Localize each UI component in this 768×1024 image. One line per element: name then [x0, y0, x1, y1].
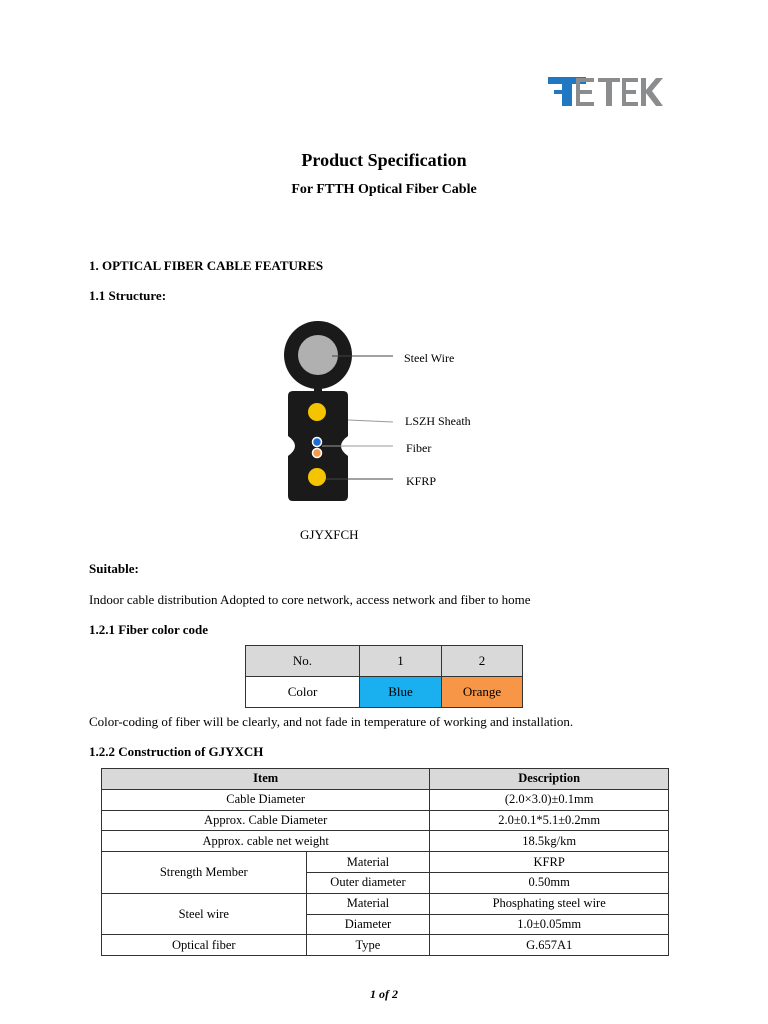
table-cell: Type — [306, 935, 430, 956]
cable-cross-section — [280, 312, 500, 512]
section-heading-features: 1. OPTICAL FIBER CABLE FEATURES — [89, 258, 324, 273]
page-subtitle: For FTTH Optical Fiber Cable — [291, 182, 477, 197]
table-row — [102, 831, 669, 852]
table-row — [102, 810, 669, 831]
table-cell: G.657A1 — [430, 935, 669, 956]
table-cell: Material — [306, 893, 430, 914]
table-cell: 2.0±0.1*5.1±0.2mm — [430, 810, 669, 831]
color-code-heading: 1.2.1 Fiber color code — [89, 622, 209, 637]
label-kfrp: KFRP — [406, 474, 437, 488]
table-cell: Steel wire — [102, 893, 307, 935]
table-cell: Approx. Cable Diameter — [102, 810, 430, 831]
table-cell: Cable Diameter — [102, 789, 430, 810]
page-number: 1 of 2 — [370, 987, 398, 1001]
table-header-row — [102, 769, 669, 790]
label-lszh-sheath: LSZH Sheath — [405, 414, 471, 428]
table-cell: 2 — [442, 646, 523, 677]
table-cell: No. — [246, 646, 360, 677]
table-cell: Strength Member — [102, 852, 307, 894]
table-row — [246, 677, 523, 708]
cable-structure-diagram — [280, 312, 500, 512]
table-cell: Diameter — [306, 914, 430, 935]
header-item: Item — [102, 769, 430, 790]
table-cell: 18.5kg/km — [430, 831, 669, 852]
tetek-logo-graphic — [546, 72, 666, 112]
fiber-color-table — [245, 645, 523, 708]
color-cell-orange: Orange — [442, 677, 523, 708]
table-cell: Outer diameter — [306, 872, 430, 893]
table-cell: Optical fiber — [102, 935, 307, 956]
table-cell: Phosphating steel wire — [430, 893, 669, 914]
table-cell: 0.50mm — [430, 872, 669, 893]
table-row — [102, 789, 669, 810]
table-cell: KFRP — [430, 852, 669, 873]
cable-model-label: GJYXFCH — [300, 527, 359, 542]
table-row — [102, 935, 669, 956]
construction-heading: 1.2.2 Construction of GJYXCH — [89, 744, 264, 759]
color-note: Color-coding of fiber will be clearly, and not fade in temperature of working and installation. — [89, 714, 574, 729]
table-row — [102, 852, 669, 873]
table-row — [102, 893, 669, 914]
suitable-heading: Suitable: — [89, 561, 139, 576]
table-row — [246, 646, 523, 677]
table-cell: 1.0±0.05mm — [430, 914, 669, 935]
company-logo — [546, 72, 666, 112]
table-cell: Material — [306, 852, 430, 873]
label-steel-wire: Steel Wire — [404, 351, 455, 365]
table-cell: Approx. cable net weight — [102, 831, 430, 852]
table-cell: (2.0×3.0)±0.1mm — [430, 789, 669, 810]
label-fiber: Fiber — [406, 441, 432, 455]
suitable-text: Indoor cable distribution Adopted to core network, access network and fiber to home — [89, 592, 531, 607]
color-cell-blue: Blue — [360, 677, 442, 708]
table-cell: Color — [246, 677, 360, 708]
construction-table — [101, 768, 669, 956]
table-cell: 1 — [360, 646, 442, 677]
header-description: Description — [430, 769, 669, 790]
section-heading-structure: 1.1 Structure: — [89, 288, 167, 303]
page-title: Product Specification — [301, 150, 467, 170]
